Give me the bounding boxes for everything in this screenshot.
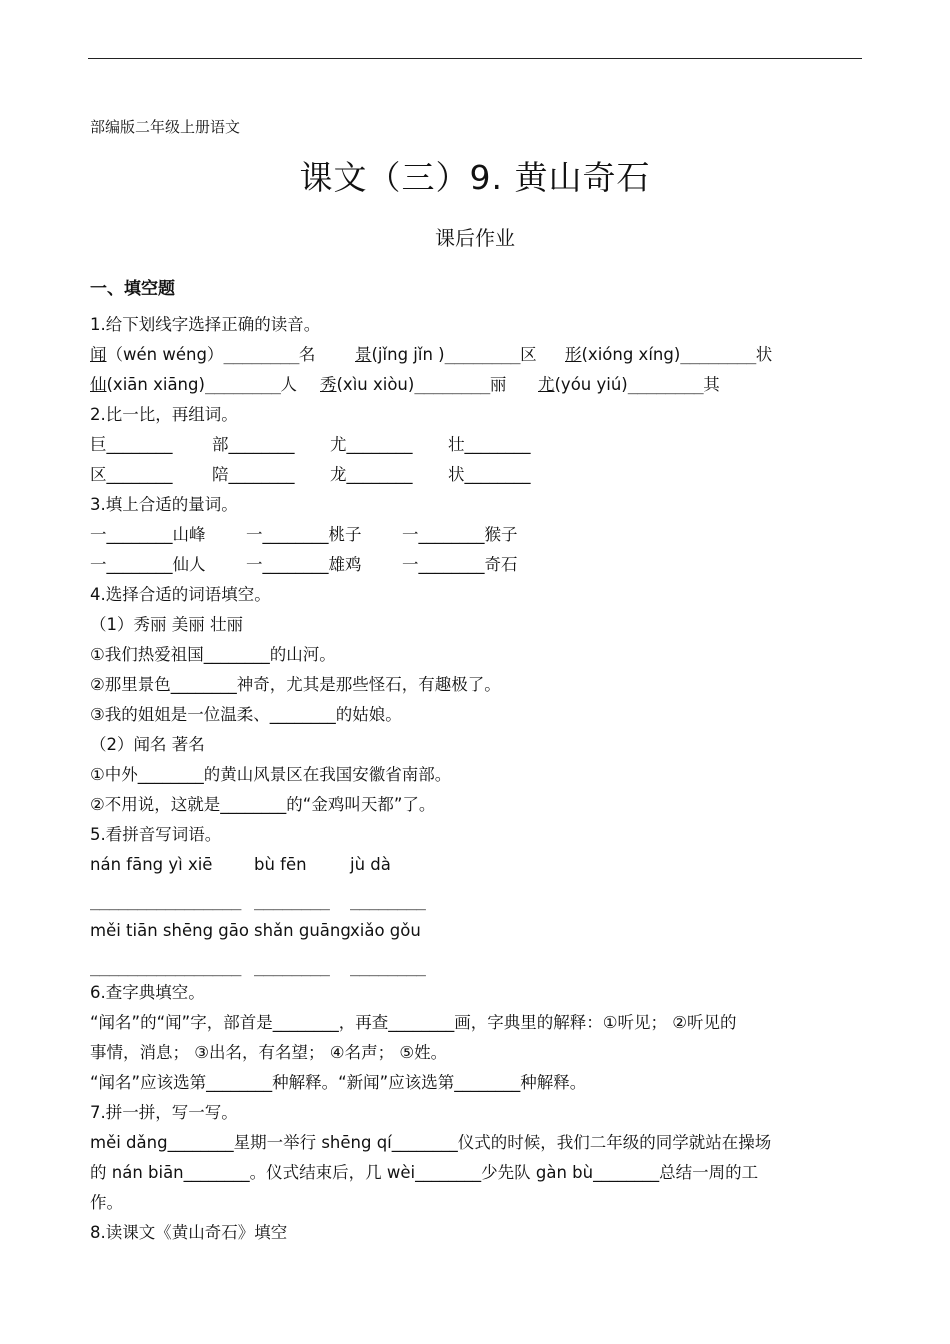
q3-item[interactable]: 一________猴子 <box>402 525 518 544</box>
pinyin-word: shǎn guāng <box>254 921 351 940</box>
q2-row1 <box>90 434 531 456</box>
q4-g1-sentence2[interactable]: ②那里景色________神奇，尤其是那些怪石，有趣极了。 <box>90 675 501 694</box>
header-rule <box>88 58 862 59</box>
q3-row2 <box>90 554 518 576</box>
answer-blank[interactable]: ________ <box>350 957 426 976</box>
q3-row1 <box>90 524 518 546</box>
q2-item[interactable]: 壮________ <box>448 435 531 454</box>
q4-g1-sentence1[interactable]: ①我们热爱祖国________的山河。 <box>90 645 336 664</box>
q3-item[interactable]: 一________仙人 <box>90 555 206 574</box>
answer-blank[interactable]: ________ <box>627 375 704 394</box>
q1-item: 形(xióng xíng)________状 <box>565 345 773 364</box>
q2-item[interactable]: 龙________ <box>330 465 413 484</box>
q1-item: 秀(xìu xiòu)________丽 <box>320 375 507 394</box>
q2-item[interactable]: 区________ <box>90 465 173 484</box>
q5-blank-row1 <box>90 890 425 912</box>
q2-item[interactable]: 尤________ <box>330 435 413 454</box>
textbook-series: 部编版二年级上册语文 <box>90 118 241 136</box>
q1-item: 仙(xiān xiāng)________人 <box>90 375 297 394</box>
q8-prompt: 8.读课文《黄山奇石》填空 <box>90 1223 288 1242</box>
q1-item: 闻（wén wéng）________名 <box>90 345 316 364</box>
pinyin-word: měi tiān shēng gāo <box>90 921 249 940</box>
q5-pinyin-row2 <box>90 920 421 942</box>
q7-line1[interactable]: měi dǎng________星期一举行 shēng qí________仪式的时候，我们二年级的同学就站在操场 <box>90 1133 772 1152</box>
answer-blank[interactable]: ________ <box>254 957 330 976</box>
q2-item[interactable]: 状________ <box>448 465 531 484</box>
pinyin-word: jù dà <box>350 855 391 874</box>
lesson-title: 课文（三）9. 黄山奇石 <box>299 158 651 197</box>
q6-line2: 事情，消息； ③出名，有名望； ④名声； ⑤姓。 <box>90 1043 448 1062</box>
q3-prompt: 3.填上合适的量词。 <box>90 495 238 514</box>
answer-blank[interactable]: ________ <box>204 375 281 394</box>
answer-blank[interactable]: ________________ <box>90 957 241 976</box>
q4-g2-sentence2[interactable]: ②不用说，这就是________的“金鸡叫天都”了。 <box>90 795 436 814</box>
q6-line1[interactable]: “闻名”的“闻”字，部首是________，再查________画，字典里的解释：①听见； ②听见的 <box>90 1013 737 1032</box>
q5-pinyin-row1 <box>90 854 391 876</box>
q7-prompt: 7.拼一拼，写一写。 <box>90 1103 238 1122</box>
q4-group1-words: （1）秀丽 美丽 壮丽 <box>90 615 243 634</box>
q5-blank-row2 <box>90 956 425 978</box>
pinyin-word: nán fāng yì xiē <box>90 855 213 874</box>
q1-item: 景(jǐng jǐn )________区 <box>355 345 537 364</box>
q1-item: 尤(yóu yiú)________其 <box>538 375 720 394</box>
answer-blank[interactable]: ________________ <box>90 891 241 910</box>
q3-item[interactable]: 一________奇石 <box>402 555 518 574</box>
q7-line3: 作。 <box>90 1193 123 1212</box>
pinyin-word: bù fēn <box>254 855 307 874</box>
pinyin-word: xiǎo gǒu <box>350 921 421 940</box>
q1-row1 <box>90 344 772 366</box>
q1-prompt: 1.给下划线字选择正确的读音。 <box>90 315 321 334</box>
q2-prompt: 2.比一比，再组词。 <box>90 405 238 424</box>
q4-group2-words: （2）闻名 著名 <box>90 735 205 754</box>
answer-blank[interactable]: ________ <box>254 891 330 910</box>
q4-g1-sentence3[interactable]: ③我的姐姐是一位温柔、________的姑娘。 <box>90 705 402 724</box>
lesson-subtitle: 课后作业 <box>435 226 515 250</box>
answer-blank[interactable]: ________ <box>223 345 299 364</box>
answer-blank[interactable]: ________ <box>444 345 521 364</box>
q3-item[interactable]: 一________山峰 <box>90 525 206 544</box>
q2-item[interactable]: 陪________ <box>212 465 295 484</box>
q6-line3[interactable]: “闻名”应该选第________种解释。“新闻”应该选第________种解释。 <box>90 1073 587 1092</box>
q7-line2[interactable]: 的 nán biān________。仪式结束后，几 wèi________少先队 gàn bù________总结一周的工 <box>90 1163 759 1182</box>
answer-blank[interactable]: ________ <box>350 891 426 910</box>
section-heading: 一、填空题 <box>90 279 175 299</box>
answer-blank[interactable]: ________ <box>414 375 490 394</box>
q4-prompt: 4.选择合适的词语填空。 <box>90 585 271 604</box>
q4-g2-sentence1[interactable]: ①中外________的黄山风景区在我国安徽省南部。 <box>90 765 452 784</box>
q2-item[interactable]: 部________ <box>212 435 295 454</box>
q6-prompt: 6.查字典填空。 <box>90 983 205 1002</box>
q2-item[interactable]: 巨________ <box>90 435 173 454</box>
q1-row2 <box>90 374 720 396</box>
q3-item[interactable]: 一________雄鸡 <box>246 555 362 574</box>
answer-blank[interactable]: ________ <box>680 345 756 364</box>
q3-item[interactable]: 一________桃子 <box>246 525 362 544</box>
q5-prompt: 5.看拼音写词语。 <box>90 825 222 844</box>
q2-row2 <box>90 464 531 486</box>
